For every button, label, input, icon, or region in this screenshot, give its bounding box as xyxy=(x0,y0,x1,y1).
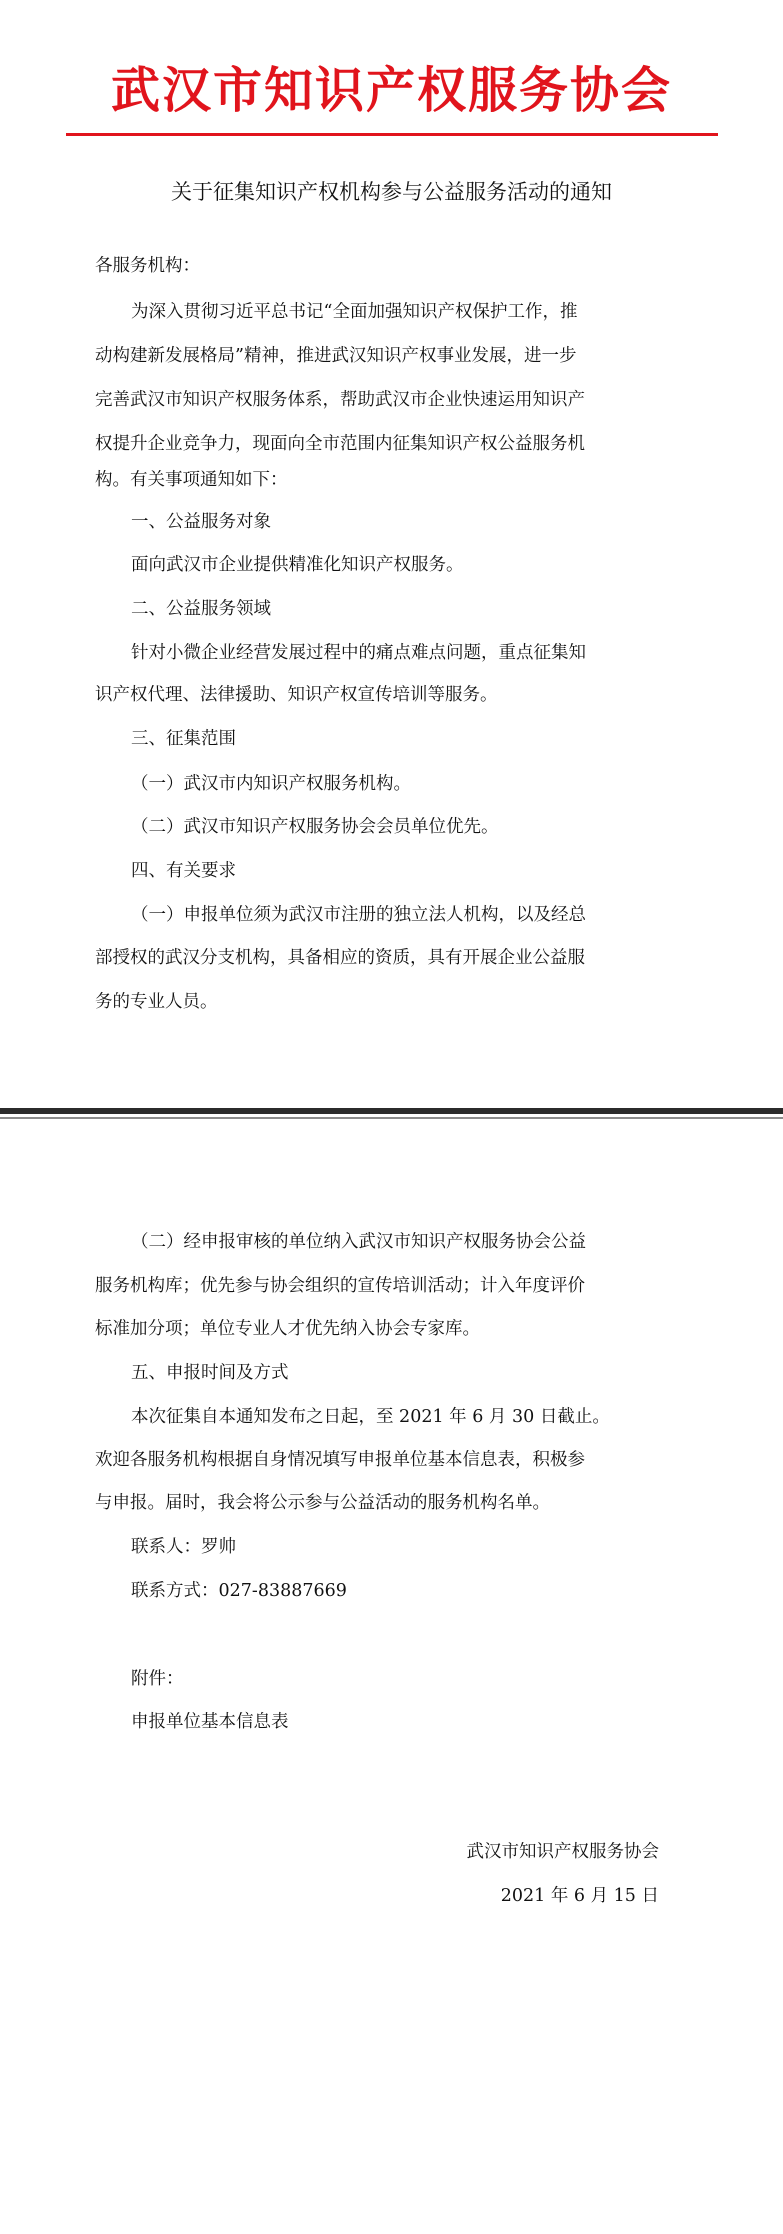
signature-org: 武汉市知识产权服务协会 xyxy=(466,1842,659,1862)
section-line: 务的专业人员。 xyxy=(95,992,218,1012)
section-line: 识产权代理、法律援助、知识产权宣传培训等服务。 xyxy=(95,685,498,705)
intro-line: 动构建新发展格局”精神，推进武汉知识产权事业发展，进一步 xyxy=(95,346,577,366)
section-line: 欢迎各服务机构根据自身情况填写申报单位基本信息表，积极参 xyxy=(95,1450,585,1470)
section-line: （一）申报单位须为武汉市注册的独立法人机构，以及经总 xyxy=(131,905,586,925)
section-line: 部授权的武汉分支机构，具备相应的资质，具有开展企业公益服 xyxy=(95,948,585,968)
section-heading: 二、公益服务领域 xyxy=(131,599,271,619)
attachment-name: 申报单位基本信息表 xyxy=(131,1712,289,1732)
section-line: 与申报。届时，我会将公示参与公益活动的服务机构名单。 xyxy=(95,1493,550,1513)
document-page-1 xyxy=(0,0,783,1100)
section-heading: 五、申报时间及方式 xyxy=(131,1363,289,1383)
intro-line: 权提升企业竞争力，现面向全市范围内征集知识产权公益服务机 xyxy=(95,434,585,454)
org-letterhead: 武汉市知识产权服务协会 xyxy=(110,61,672,119)
document-page-2 xyxy=(0,1128,783,2234)
letterhead-red-rule xyxy=(66,133,718,136)
contact-person: 联系人：罗帅 xyxy=(131,1537,236,1557)
notice-title: 关于征集知识产权机构参与公益服务活动的通知 xyxy=(171,180,612,204)
salutation: 各服务机构： xyxy=(95,256,200,276)
page-separator xyxy=(0,1100,783,1128)
section-line: 标准加分项；单位专业人才优先纳入协会专家库。 xyxy=(95,1319,480,1339)
section-heading: 一、公益服务对象 xyxy=(131,512,271,532)
section-line: （二）武汉市知识产权服务协会会员单位优先。 xyxy=(131,817,499,837)
separator-line xyxy=(0,1117,783,1119)
section-line: 本次征集自本通知发布之日起，至 2021 年 6 月 30 日截止。 xyxy=(131,1407,610,1427)
contact-phone: 联系方式：027-83887669 xyxy=(131,1581,347,1601)
section-heading: 三、征集范围 xyxy=(131,729,236,749)
section-line: （二）经申报审核的单位纳入武汉市知识产权服务协会公益 xyxy=(131,1232,586,1252)
intro-line: 构。有关事项通知如下： xyxy=(95,470,288,490)
section-heading: 四、有关要求 xyxy=(131,861,236,881)
signature-date: 2021 年 6 月 15 日 xyxy=(500,1886,659,1906)
section-line: 面向武汉市企业提供精准化知识产权服务。 xyxy=(131,555,464,575)
section-line: 针对小微企业经营发展过程中的痛点难点问题，重点征集知 xyxy=(131,643,586,663)
section-line: （一）武汉市内知识产权服务机构。 xyxy=(131,774,411,794)
section-line: 服务机构库；优先参与协会组织的宣传培训活动；计入年度评价 xyxy=(95,1276,585,1296)
intro-line: 为深入贯彻习近平总书记“全面加强知识产权保护工作，推 xyxy=(131,302,578,322)
separator-band xyxy=(0,1108,783,1114)
attachment-label: 附件： xyxy=(131,1669,184,1689)
intro-line: 完善武汉市知识产权服务体系，帮助武汉市企业快速运用知识产 xyxy=(95,390,585,410)
